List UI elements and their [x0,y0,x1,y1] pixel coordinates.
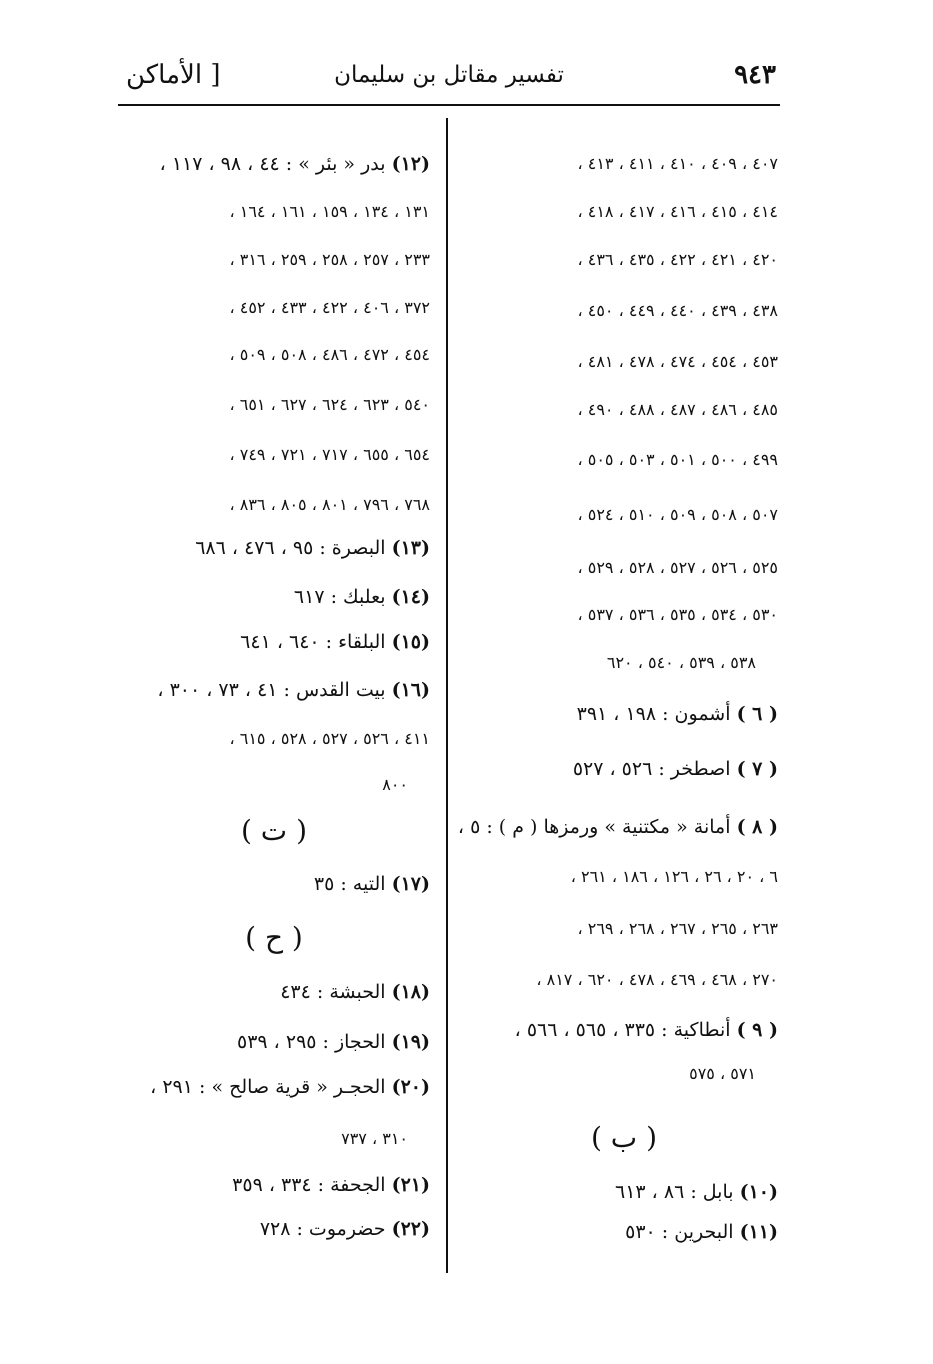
entry-number: (١٧) [391,873,430,895]
continuation-line: ١٣١ ، ١٣٤ ، ١٥٩ ، ١٦١ ، ١٦٤ ، [229,202,430,221]
book-title: تفسير مقاتل بن سليمان [334,62,564,88]
entry-number: (١٣) [391,537,430,559]
continuation-line: ٧٦٨ ، ٧٩٦ ، ٨٠١ ، ٨٠٥ ، ٨٣٦ ، [229,495,430,514]
index-entry [237,1030,430,1054]
index-entry [232,1173,430,1197]
section-letter-heading: ( ت ) [240,814,307,847]
continuation-line: ٦٥٤ ، ٦٥٥ ، ٧١٧ ، ٧٢١ ، ٧٤٩ ، [229,445,430,464]
entry-text: البحرين : ٥٣٠ [625,1221,734,1243]
index-entry [280,980,430,1004]
continuation-line: ٦ ، ٢٠ ، ٢٦ ، ١٢٦ ، ١٨٦ ، ٢٦١ ، [570,867,778,886]
entry-number: ( ٨ ) [736,816,778,838]
section-letter-heading: ( ب ) [590,1121,657,1154]
entry-text: أنطاكية : ٣٣٥ ، ٥٦٥ ، ٥٦٦ ، [514,1019,731,1041]
entry-text: البلقاء : ٦٤٠ ، ٦٤١ [240,631,386,653]
entry-number: (١٢) [391,153,430,175]
entry-number: (٢٢) [391,1218,430,1240]
continuation-line: ٤١١ ، ٥٢٦ ، ٥٢٧ ، ٥٢٨ ، ٦١٥ ، [229,729,430,748]
continuation-line: ٤٣٨ ، ٤٣٩ ، ٤٤٠ ، ٤٤٩ ، ٤٥٠ ، [577,301,778,320]
entry-text: البصرة : ٩٥ ، ٤٧٦ ، ٦٨٦ [195,537,386,559]
continuation-line: ٤٨٥ ، ٤٨٦ ، ٤٨٧ ، ٤٨٨ ، ٤٩٠ ، [577,400,778,419]
index-entry [195,536,430,560]
entry-number: ( ٩ ) [736,1019,778,1041]
entry-text: أمانة « مكتنية » ورمزها ( م ) : ٥ ، [457,816,731,838]
header-rule [118,104,780,106]
continuation-line: ٢٧٠ ، ٤٦٨ ، ٤٦٩ ، ٤٧٨ ، ٦٢٠ ، ٨١٧ ، [536,970,778,989]
entry-number: (٢٠) [391,1076,430,1098]
index-entry [573,757,778,781]
continuation-line: ٢٦٣ ، ٢٦٥ ، ٢٦٧ ، ٢٦٨ ، ٢٦٩ ، [577,919,778,938]
entry-text: التيه : ٣٥ [313,873,386,895]
continuation-line: ٣٧٢ ، ٤٠٦ ، ٤٢٢ ، ٤٣٣ ، ٤٥٢ ، [229,298,430,317]
index-entry [260,1217,430,1241]
continuation-line: ٨٠٠ [382,775,408,794]
continuation-line: ٤٢٠ ، ٤٢١ ، ٤٢٢ ، ٤٣٥ ، ٤٣٦ ، [577,250,778,269]
index-entry [240,630,430,654]
section-name: [ الأماكن [126,60,221,90]
index-entry [625,1220,778,1244]
entry-text: أشمون : ١٩٨ ، ٣٩١ [576,703,731,725]
continuation-line: ٥٧١ ، ٥٧٥ [689,1064,756,1083]
index-entry [294,585,430,609]
index-entry [615,1180,778,1204]
entry-text: بابل : ٨٦ ، ٦١٣ [615,1181,734,1203]
continuation-line: ٥٣٠ ، ٥٣٤ ، ٥٣٥ ، ٥٣٦ ، ٥٣٧ ، [577,605,778,624]
index-entry [577,702,778,726]
continuation-line: ٤٠٧ ، ٤٠٩ ، ٤١٠ ، ٤١١ ، ٤١٣ ، [577,154,778,173]
section-letter-heading: ( ح ) [245,921,303,954]
entry-text: الجحفة : ٣٣٤ ، ٣٥٩ [232,1174,386,1196]
continuation-line: ٣١٠ ، ٧٣٧ [341,1129,408,1148]
index-entry [458,815,778,839]
index-entry [157,678,430,702]
entry-number: ( ٦ ) [736,703,778,725]
entry-number: ( ٧ ) [736,758,778,780]
entry-number: (١٠) [739,1181,778,1203]
index-entry [515,1018,778,1042]
continuation-line: ٥٠٧ ، ٥٠٨ ، ٥٠٩ ، ٥١٠ ، ٥٢٤ ، [577,505,778,524]
entry-number: (١٦) [391,679,430,701]
entry-text: بيت القدس : ٤١ ، ٧٣ ، ٣٠٠ ، [157,679,386,701]
continuation-line: ٢٣٣ ، ٢٥٧ ، ٢٥٨ ، ٢٥٩ ، ٣١٦ ، [229,250,430,269]
entry-text: الحجاز : ٢٩٥ ، ٥٣٩ [237,1031,386,1053]
entry-text: الحجـر « قرية صالح » : ٢٩١ ، [150,1076,386,1098]
continuation-line: ٥٤٠ ، ٦٢٣ ، ٦٢٤ ، ٦٢٧ ، ٦٥١ ، [229,395,430,414]
entry-number: (١١) [739,1221,778,1243]
continuation-line: ٥٢٥ ، ٥٢٦ ، ٥٢٧ ، ٥٢٨ ، ٥٢٩ ، [577,558,778,577]
column-divider [446,118,448,1273]
index-entry [314,872,430,896]
continuation-line: ٤٥٣ ، ٤٥٤ ، ٤٧٤ ، ٤٧٨ ، ٤٨١ ، [577,352,778,371]
entry-number: (١٤) [391,586,430,608]
entry-number: (١٨) [391,981,430,1003]
index-entry [150,1075,430,1099]
entry-text: بدر « بئر » : ٤٤ ، ٩٨ ، ١١٧ ، [159,153,386,175]
entry-number: (١٩) [391,1031,430,1053]
entry-text: حضرموت : ٧٢٨ [259,1218,386,1240]
page-number: ٩٤٣ [734,60,776,90]
continuation-line: ٤٥٤ ، ٤٧٢ ، ٤٨٦ ، ٥٠٨ ، ٥٠٩ ، [229,345,430,364]
continuation-line: ٥٣٨ ، ٥٣٩ ، ٥٤٠ ، ٦٢٠ [606,653,756,672]
index-entry [160,152,430,176]
page-header [118,52,780,102]
continuation-line: ٤٩٩ ، ٥٠٠ ، ٥٠١ ، ٥٠٣ ، ٥٠٥ ، [577,450,778,469]
entry-text: الحبشة : ٤٣٤ [280,981,386,1003]
entry-number: (١٥) [391,631,430,653]
entry-text: بعلبك : ٦١٧ [293,586,386,608]
entry-number: (٢١) [391,1174,430,1196]
continuation-line: ٤١٤ ، ٤١٥ ، ٤١٦ ، ٤١٧ ، ٤١٨ ، [577,202,778,221]
entry-text: اصطخر : ٥٢٦ ، ٥٢٧ [572,758,731,780]
